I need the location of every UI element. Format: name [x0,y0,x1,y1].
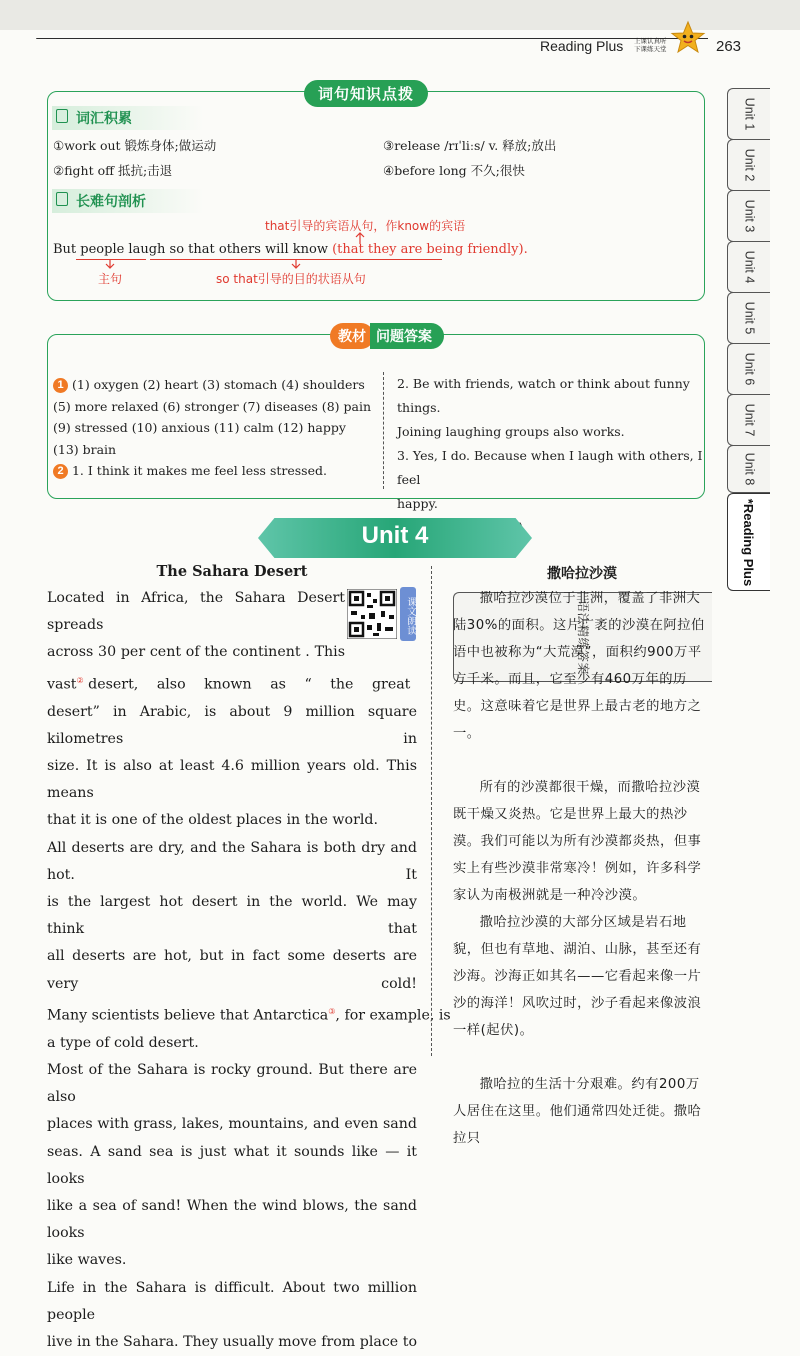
unit-title: Unit 4 [361,522,429,549]
question-number-2: 2 [53,464,68,479]
header-title: Reading Plus [540,38,624,54]
cn-paragraph-2: 所有的沙漠都很干燥，而撒哈拉沙漠既干燥又炎热。它是世界上最大的热沙漠。我们可能以为所有沙漠都炎热，但事实上有些沙漠非常寒冷！例如，许多科学家认为南极洲就是一种冷沙漠。 [453,780,702,903]
annotation-object-clause: that引导的宾语从句，作know的宾语 [265,219,466,233]
vocab-item-1: ①work out 锻炼身体;做运动 [53,138,217,153]
tab-unit-7[interactable]: Unit 7 [727,394,770,446]
question-number-1: 1 [53,378,68,393]
knowledge-banner: 词句知识点拨 [304,80,428,107]
document-icon [56,192,68,206]
answers-right: 2. Be with friends, watch or think about funny things. Joining laughing groups also works. 3. Yes, I do. Because when I laugh with others, I feel happy. [397,376,703,511]
tab-grammar-answers[interactable]: 语法精练答案 [453,592,712,682]
tab-unit-3[interactable]: Unit 3 [727,190,770,242]
note-marker-3: ③ [328,1006,336,1016]
answers-left: 1 (1) oxygen (2) heart (3) stomach (4) shoulders (5) more relaxed (6) stronger (7) diseases (8) pain (9) stressed (10) anxious (11) calm (12) happy (13) brain 2 1. I think it makes me feel less stressed. [53,377,371,478]
vocab-item-4: ④before long 不久;很快 [383,163,525,178]
cn-paragraph-3: 撒哈拉沙漠的大部分区域是岩石地貌，但也有草地、湖泊、山脉，甚至还有沙海。沙海正如其名——它看起来像一片沙的海洋！风吹过时，沙子看起来像波浪一样(起伏)。 [453,915,702,1038]
star-mascot-icon [670,20,706,56]
english-passage: Located in Africa, the Sahara Desert spreads across 30 per cent of the continent . This vast② desert, also known as “ the great desert” in Arabic, is about 9 million square kilometres in size. It is also at least 4.6 million years old. This means that it is one of the oldest places in the world. All deserts are dry, and the Sahara is both dry and hot. It is the largest hot desert in the world. We may think that all deserts are hot, but in fact some deserts are very cold! Many scientists believe that Antarctica③, for example, is a type of cold desert. Most of the Sahara is rocky ground. But there are also places with grass, lakes, mountains, and even sand seas. A sand sea is just what it sounds like — it looks like a sea of sand! When the wind blows, the sand looks like waves. Life in the Sahara is difficult. About two million people live in the Sahara. They usually move from place to [47,590,451,1350]
vocab-item-3: ③release /rɪˈliːs/ v. 释放;放出 [383,138,557,153]
sentence-section-title: 长难句剖析 [52,189,204,213]
tab-unit-5[interactable]: Unit 5 [727,292,770,344]
tab-reading-plus[interactable]: *Reading Plus [727,493,770,591]
column-divider [431,566,432,1056]
tab-unit-6[interactable]: Unit 6 [727,343,770,395]
arrow-down-icon [105,259,115,269]
chinese-passage [453,585,711,1152]
arrow-down-icon [291,259,301,269]
annotation-adverbial-clause: so that引导的目的状语从句 [216,272,366,286]
analysis-sentence: But people laugh so that others will know (that they are being friendly). [53,242,528,257]
cn-paragraph-1: 撒哈拉沙漠位于非洲，覆盖了非洲大陆30%的面积。这片广袤的沙漠在阿拉伯语中也被称为“大荒漠”，面积约900万平方千米。而且，它至少有460万年的历史。这意味着它是世界上最古老的地方之一。 [453,591,705,741]
cn-paragraph-4: 撒哈拉的生活十分艰难。约有200万人居住在这里。他们通常四处迁徙。撒哈拉只 [453,1077,702,1146]
vocab-section-title: 词汇积累 [52,106,204,130]
header-slogan: 上课认真听 下课练天堂 [634,37,667,53]
answers-banner: 教材 问题答案 [330,323,444,349]
chinese-title: 撒哈拉沙漠 [547,566,617,582]
qr-label: 课文朗读 [400,587,416,641]
note-marker-2: ② [76,675,84,685]
english-title: The Sahara Desert [156,563,308,580]
answers-divider [383,372,384,489]
tab-unit-8[interactable]: Unit 8 [727,445,770,493]
tab-unit-1[interactable]: Unit 1 [727,88,770,140]
page-number: 263 [716,38,742,55]
document-icon [56,109,68,123]
tab-unit-4[interactable]: Unit 4 [727,241,770,293]
annotation-main-clause: 主句 [98,272,123,286]
tab-unit-2[interactable]: Unit 2 [727,139,770,191]
vocab-item-2: ②fight off 抵抗;击退 [53,163,173,178]
